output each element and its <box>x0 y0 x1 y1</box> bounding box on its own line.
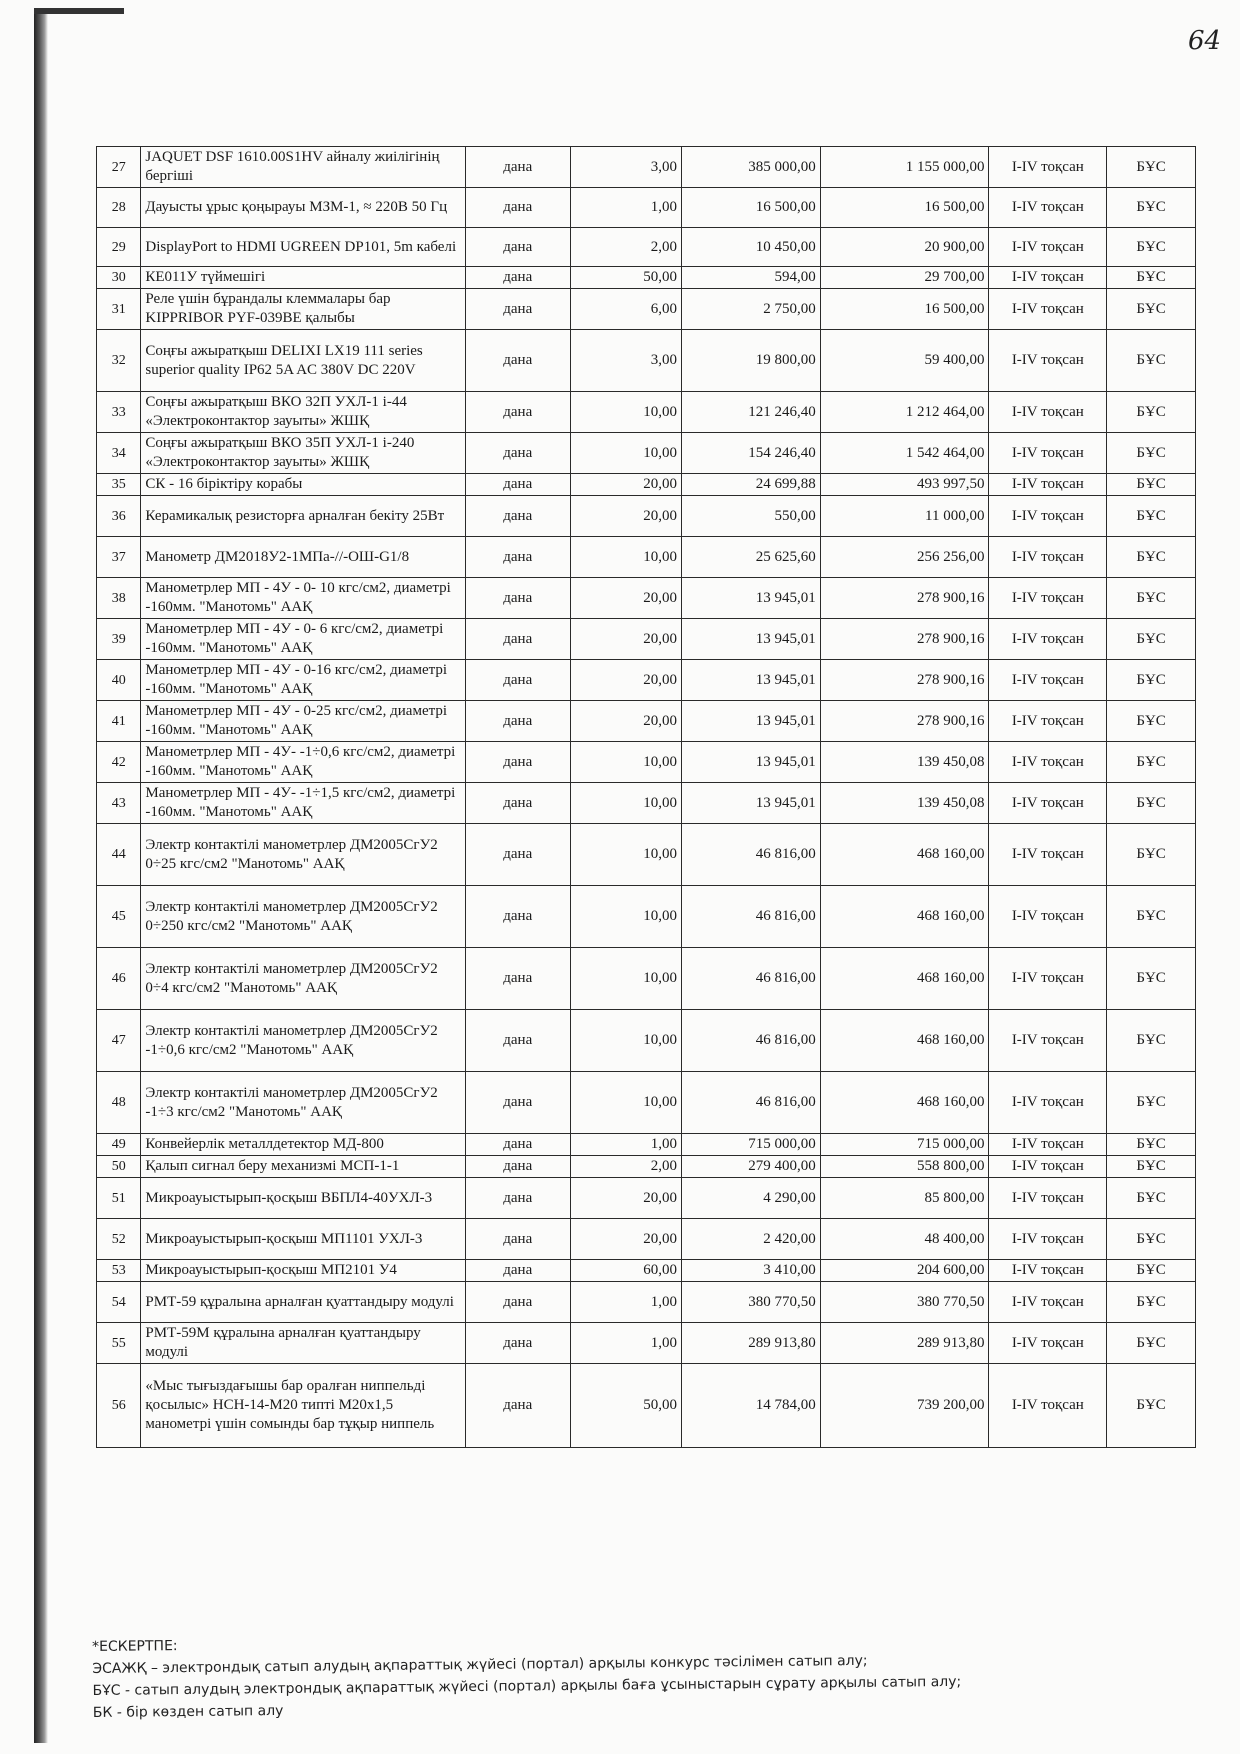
procurement-method-cell: БҰС <box>1107 1219 1196 1260</box>
unit-of-measure-cell: дана <box>465 228 570 267</box>
scan-corner-mark <box>34 8 124 14</box>
row-number-cell: 39 <box>97 619 141 660</box>
table-row <box>97 1260 1196 1282</box>
table-row <box>97 330 1196 392</box>
total-amount-cell: 1 155 000,00 <box>820 147 989 188</box>
item-name-cell: КЕ011У түймешігі <box>141 267 465 289</box>
procurement-method-cell: БҰС <box>1107 267 1196 289</box>
item-name-cell: Конвейерлік металлдетектор МД-800 <box>141 1134 465 1156</box>
unit-of-measure-cell: дана <box>465 886 570 948</box>
row-number-cell: 31 <box>97 289 141 330</box>
row-number-cell: 34 <box>97 433 141 474</box>
delivery-period-cell: I-IV тоқсан <box>989 619 1107 660</box>
total-amount-cell: 59 400,00 <box>820 330 989 392</box>
table-row <box>97 660 1196 701</box>
notes-title: *ЕСКЕРТПЕ: <box>92 1638 178 1655</box>
item-name-cell: Электр контактілі манометрлер ДМ2005СгУ2 0÷250 кгс/см2 "Манотомь" ААҚ <box>141 886 465 948</box>
procurement-method-cell: БҰС <box>1107 537 1196 578</box>
row-number-cell: 47 <box>97 1010 141 1072</box>
item-name-cell: Керамикалық резисторға арналған бекіту 25Вт <box>141 496 465 537</box>
delivery-period-cell: I-IV тоқсан <box>989 1323 1107 1364</box>
quantity-cell: 50,00 <box>570 267 681 289</box>
delivery-period-cell: I-IV тоқсан <box>989 1156 1107 1178</box>
table-row <box>97 496 1196 537</box>
item-name-cell: Микроауыстырып-қосқыш ВБПЛ4-40УХЛ-3 <box>141 1178 465 1219</box>
quantity-cell: 10,00 <box>570 537 681 578</box>
quantity-cell: 10,00 <box>570 1010 681 1072</box>
procurement-method-cell: БҰС <box>1107 660 1196 701</box>
quantity-cell: 1,00 <box>570 1134 681 1156</box>
delivery-period-cell: I-IV тоқсан <box>989 289 1107 330</box>
unit-price-cell: 46 816,00 <box>681 948 820 1010</box>
unit-price-cell: 24 699,88 <box>681 474 820 496</box>
item-name-cell: Манометрлер МП - 4У- -1÷1,5 кгс/см2, диаметрі -160мм. "Манотомь" ААҚ <box>141 783 465 824</box>
unit-price-cell: 46 816,00 <box>681 1072 820 1134</box>
total-amount-cell: 715 000,00 <box>820 1134 989 1156</box>
table-row <box>97 701 1196 742</box>
procurement-method-cell: БҰС <box>1107 1282 1196 1323</box>
table-row <box>97 742 1196 783</box>
unit-of-measure-cell: дана <box>465 1072 570 1134</box>
row-number-cell: 40 <box>97 660 141 701</box>
table-row <box>97 1178 1196 1219</box>
delivery-period-cell: I-IV тоқсан <box>989 147 1107 188</box>
delivery-period-cell: I-IV тоқсан <box>989 742 1107 783</box>
total-amount-cell: 139 450,08 <box>820 783 989 824</box>
quantity-cell: 10,00 <box>570 948 681 1010</box>
quantity-cell: 1,00 <box>570 1323 681 1364</box>
delivery-period-cell: I-IV тоқсан <box>989 948 1107 1010</box>
delivery-period-cell: I-IV тоқсан <box>989 1260 1107 1282</box>
procurement-method-cell: БҰС <box>1107 619 1196 660</box>
delivery-period-cell: I-IV тоқсан <box>989 660 1107 701</box>
delivery-period-cell: I-IV тоқсан <box>989 330 1107 392</box>
unit-price-cell: 594,00 <box>681 267 820 289</box>
unit-of-measure-cell: дана <box>465 267 570 289</box>
row-number-cell: 28 <box>97 188 141 228</box>
total-amount-cell: 468 160,00 <box>820 886 989 948</box>
quantity-cell: 10,00 <box>570 783 681 824</box>
unit-of-measure-cell: дана <box>465 948 570 1010</box>
row-number-cell: 45 <box>97 886 141 948</box>
quantity-cell: 20,00 <box>570 474 681 496</box>
unit-price-cell: 16 500,00 <box>681 188 820 228</box>
procurement-method-cell: БҰС <box>1107 783 1196 824</box>
unit-of-measure-cell: дана <box>465 392 570 433</box>
unit-price-cell: 10 450,00 <box>681 228 820 267</box>
delivery-period-cell: I-IV тоқсан <box>989 228 1107 267</box>
unit-of-measure-cell: дана <box>465 147 570 188</box>
table-row <box>97 1219 1196 1260</box>
item-name-cell: Электр контактілі манометрлер ДМ2005СгУ2 -1÷0,6 кгс/см2 "Манотомь" ААҚ <box>141 1010 465 1072</box>
delivery-period-cell: I-IV тоқсан <box>989 474 1107 496</box>
unit-price-cell: 2 750,00 <box>681 289 820 330</box>
quantity-cell: 10,00 <box>570 1072 681 1134</box>
row-number-cell: 32 <box>97 330 141 392</box>
procurement-method-cell: БҰС <box>1107 1364 1196 1448</box>
unit-price-cell: 2 420,00 <box>681 1219 820 1260</box>
table-row <box>97 578 1196 619</box>
note-line: БҰС - сатып алудың электрондық ақпараттық жүйесі (портал) арқылы баға ұсыныстарын сұрату арқылы сатып алу; <box>92 1673 962 1699</box>
quantity-cell: 20,00 <box>570 496 681 537</box>
item-name-cell: Манометрлер МП - 4У- -1÷0,6 кгс/см2, диаметрі -160мм. "Манотомь" ААҚ <box>141 742 465 783</box>
table-row <box>97 188 1196 228</box>
procurement-method-cell: БҰС <box>1107 701 1196 742</box>
total-amount-cell: 468 160,00 <box>820 824 989 886</box>
unit-of-measure-cell: дана <box>465 824 570 886</box>
total-amount-cell: 1 542 464,00 <box>820 433 989 474</box>
unit-price-cell: 19 800,00 <box>681 330 820 392</box>
notes-block <box>92 1624 1193 1724</box>
item-name-cell: Қалып сигнал беру механизмі МСП-1-1 <box>141 1156 465 1178</box>
row-number-cell: 33 <box>97 392 141 433</box>
total-amount-cell: 558 800,00 <box>820 1156 989 1178</box>
row-number-cell: 46 <box>97 948 141 1010</box>
table-row <box>97 433 1196 474</box>
total-amount-cell: 16 500,00 <box>820 188 989 228</box>
total-amount-cell: 468 160,00 <box>820 948 989 1010</box>
row-number-cell: 53 <box>97 1260 141 1282</box>
total-amount-cell: 48 400,00 <box>820 1219 989 1260</box>
quantity-cell: 20,00 <box>570 660 681 701</box>
delivery-period-cell: I-IV тоқсан <box>989 1072 1107 1134</box>
procurement-method-cell: БҰС <box>1107 1010 1196 1072</box>
row-number-cell: 30 <box>97 267 141 289</box>
table-row <box>97 824 1196 886</box>
item-name-cell: Микроауыстырып-қосқыш МП1101 УХЛ-3 <box>141 1219 465 1260</box>
unit-of-measure-cell: дана <box>465 188 570 228</box>
table-row <box>97 783 1196 824</box>
item-name-cell: Электр контактілі манометрлер ДМ2005СгУ2 0÷25 кгс/см2 "Манотомь" ААҚ <box>141 824 465 886</box>
row-number-cell: 44 <box>97 824 141 886</box>
row-number-cell: 51 <box>97 1178 141 1219</box>
row-number-cell: 54 <box>97 1282 141 1323</box>
unit-of-measure-cell: дана <box>465 1323 570 1364</box>
item-name-cell: СК - 16 біріктіру корабы <box>141 474 465 496</box>
procurement-method-cell: БҰС <box>1107 392 1196 433</box>
row-number-cell: 35 <box>97 474 141 496</box>
item-name-cell: Дауысты ұрыс қоңырауы МЗМ-1, ≈ 220В 50 Гц <box>141 188 465 228</box>
delivery-period-cell: I-IV тоқсан <box>989 578 1107 619</box>
unit-price-cell: 550,00 <box>681 496 820 537</box>
note-line: БК - бір көзден сатып алу <box>92 1703 284 1721</box>
unit-of-measure-cell: дана <box>465 701 570 742</box>
delivery-period-cell: I-IV тоқсан <box>989 1134 1107 1156</box>
procurement-method-cell: БҰС <box>1107 228 1196 267</box>
procurement-method-cell: БҰС <box>1107 289 1196 330</box>
total-amount-cell: 380 770,50 <box>820 1282 989 1323</box>
unit-of-measure-cell: дана <box>465 433 570 474</box>
table-row <box>97 228 1196 267</box>
table-row <box>97 474 1196 496</box>
row-number-cell: 55 <box>97 1323 141 1364</box>
unit-of-measure-cell: дана <box>465 1260 570 1282</box>
total-amount-cell: 204 600,00 <box>820 1260 989 1282</box>
item-name-cell: Манометрлер МП - 4У - 0-25 кгс/см2, диаметрі -160мм. "Манотомь" ААҚ <box>141 701 465 742</box>
unit-price-cell: 385 000,00 <box>681 147 820 188</box>
item-name-cell: Манометрлер МП - 4У - 0-16 кгс/см2, диаметрі -160мм. "Манотомь" ААҚ <box>141 660 465 701</box>
procurement-method-cell: БҰС <box>1107 496 1196 537</box>
procurement-method-cell: БҰС <box>1107 1156 1196 1178</box>
unit-of-measure-cell: дана <box>465 1364 570 1448</box>
table-row <box>97 1323 1196 1364</box>
quantity-cell: 20,00 <box>570 619 681 660</box>
item-name-cell: Микроауыстырып-қосқыш МП2101 У4 <box>141 1260 465 1282</box>
delivery-period-cell: I-IV тоқсан <box>989 433 1107 474</box>
item-name-cell: Манометрлер МП - 4У - 0- 6 кгс/см2, диаметрі -160мм. "Манотомь" ААҚ <box>141 619 465 660</box>
row-number-cell: 49 <box>97 1134 141 1156</box>
delivery-period-cell: I-IV тоқсан <box>989 824 1107 886</box>
row-number-cell: 41 <box>97 701 141 742</box>
quantity-cell: 60,00 <box>570 1260 681 1282</box>
unit-price-cell: 121 246,40 <box>681 392 820 433</box>
unit-price-cell: 715 000,00 <box>681 1134 820 1156</box>
total-amount-cell: 289 913,80 <box>820 1323 989 1364</box>
item-name-cell: Соңғы ажыратқыш DELIXI LX19 111 series superior quality IP62 5A AC 380V DC 220V <box>141 330 465 392</box>
total-amount-cell: 11 000,00 <box>820 496 989 537</box>
quantity-cell: 10,00 <box>570 742 681 783</box>
unit-price-cell: 13 945,01 <box>681 742 820 783</box>
unit-of-measure-cell: дана <box>465 1010 570 1072</box>
delivery-period-cell: I-IV тоқсан <box>989 537 1107 578</box>
procurement-table <box>96 146 1196 1448</box>
procurement-method-cell: БҰС <box>1107 886 1196 948</box>
delivery-period-cell: I-IV тоқсан <box>989 886 1107 948</box>
procurement-method-cell: БҰС <box>1107 474 1196 496</box>
delivery-period-cell: I-IV тоқсан <box>989 188 1107 228</box>
row-number-cell: 48 <box>97 1072 141 1134</box>
quantity-cell: 20,00 <box>570 1219 681 1260</box>
item-name-cell: Манометр ДМ2018У2-1МПа-//-ОШ-G1/8 <box>141 537 465 578</box>
total-amount-cell: 1 212 464,00 <box>820 392 989 433</box>
procurement-method-cell: БҰС <box>1107 824 1196 886</box>
unit-of-measure-cell: дана <box>465 474 570 496</box>
procurement-method-cell: БҰС <box>1107 1323 1196 1364</box>
procurement-method-cell: БҰС <box>1107 742 1196 783</box>
total-amount-cell: 278 900,16 <box>820 619 989 660</box>
unit-of-measure-cell: дана <box>465 1156 570 1178</box>
item-name-cell: Электр контактілі манометрлер ДМ2005СгУ2 -1÷3 кгс/см2 "Манотомь" ААҚ <box>141 1072 465 1134</box>
row-number-cell: 29 <box>97 228 141 267</box>
unit-price-cell: 13 945,01 <box>681 578 820 619</box>
procurement-method-cell: БҰС <box>1107 188 1196 228</box>
unit-of-measure-cell: дана <box>465 578 570 619</box>
unit-price-cell: 13 945,01 <box>681 701 820 742</box>
quantity-cell: 10,00 <box>570 824 681 886</box>
unit-of-measure-cell: дана <box>465 537 570 578</box>
row-number-cell: 42 <box>97 742 141 783</box>
unit-price-cell: 13 945,01 <box>681 619 820 660</box>
procurement-method-cell: БҰС <box>1107 1178 1196 1219</box>
note-line: ЭСАЖҚ – электрондық сатып алудың ақпараттық жүйесі (портал) арқылы конкурс тәсілімен сатып алу; <box>92 1652 868 1677</box>
row-number-cell: 43 <box>97 783 141 824</box>
table-row <box>97 267 1196 289</box>
total-amount-cell: 139 450,08 <box>820 742 989 783</box>
total-amount-cell: 85 800,00 <box>820 1178 989 1219</box>
unit-price-cell: 46 816,00 <box>681 824 820 886</box>
unit-of-measure-cell: дана <box>465 330 570 392</box>
delivery-period-cell: I-IV тоқсан <box>989 783 1107 824</box>
quantity-cell: 3,00 <box>570 147 681 188</box>
procurement-method-cell: БҰС <box>1107 578 1196 619</box>
item-name-cell: РМТ-59 құралына арналған қуаттандыру модулі <box>141 1282 465 1323</box>
unit-price-cell: 279 400,00 <box>681 1156 820 1178</box>
item-name-cell: Соңғы ажыратқыш ВКО 35П УХЛ-1 і-240 «Электроконтактор зауыты» ЖШҚ <box>141 433 465 474</box>
procurement-method-cell: БҰС <box>1107 1134 1196 1156</box>
table-row <box>97 1134 1196 1156</box>
unit-price-cell: 46 816,00 <box>681 1010 820 1072</box>
table-row <box>97 1010 1196 1072</box>
quantity-cell: 6,00 <box>570 289 681 330</box>
delivery-period-cell: I-IV тоқсан <box>989 701 1107 742</box>
table-row <box>97 392 1196 433</box>
unit-price-cell: 289 913,80 <box>681 1323 820 1364</box>
unit-price-cell: 46 816,00 <box>681 886 820 948</box>
unit-of-measure-cell: дана <box>465 1134 570 1156</box>
quantity-cell: 1,00 <box>570 1282 681 1323</box>
unit-of-measure-cell: дана <box>465 1178 570 1219</box>
delivery-period-cell: I-IV тоқсан <box>989 1364 1107 1448</box>
row-number-cell: 36 <box>97 496 141 537</box>
quantity-cell: 1,00 <box>570 188 681 228</box>
delivery-period-cell: I-IV тоқсан <box>989 1282 1107 1323</box>
total-amount-cell: 278 900,16 <box>820 578 989 619</box>
unit-price-cell: 3 410,00 <box>681 1260 820 1282</box>
quantity-cell: 10,00 <box>570 886 681 948</box>
unit-of-measure-cell: дана <box>465 783 570 824</box>
table-row <box>97 1364 1196 1448</box>
unit-of-measure-cell: дана <box>465 660 570 701</box>
item-name-cell: DisplayPort to HDMI UGREEN DP101, 5m кабелі <box>141 228 465 267</box>
procurement-method-cell: БҰС <box>1107 147 1196 188</box>
delivery-period-cell: I-IV тоқсан <box>989 1010 1107 1072</box>
unit-price-cell: 154 246,40 <box>681 433 820 474</box>
total-amount-cell: 29 700,00 <box>820 267 989 289</box>
total-amount-cell: 256 256,00 <box>820 537 989 578</box>
quantity-cell: 10,00 <box>570 392 681 433</box>
unit-of-measure-cell: дана <box>465 289 570 330</box>
total-amount-cell: 16 500,00 <box>820 289 989 330</box>
delivery-period-cell: I-IV тоқсан <box>989 267 1107 289</box>
total-amount-cell: 468 160,00 <box>820 1010 989 1072</box>
unit-price-cell: 14 784,00 <box>681 1364 820 1448</box>
table-row <box>97 886 1196 948</box>
scan-edge-shadow <box>34 8 48 1743</box>
item-name-cell: Манометрлер МП - 4У - 0- 10 кгс/см2, диаметрі -160мм. "Манотомь" ААҚ <box>141 578 465 619</box>
delivery-period-cell: I-IV тоқсан <box>989 496 1107 537</box>
quantity-cell: 20,00 <box>570 701 681 742</box>
row-number-cell: 52 <box>97 1219 141 1260</box>
item-name-cell: JAQUET DSF 1610.00S1HV айналу жиілігінің бергіші <box>141 147 465 188</box>
quantity-cell: 50,00 <box>570 1364 681 1448</box>
total-amount-cell: 468 160,00 <box>820 1072 989 1134</box>
table-row <box>97 948 1196 1010</box>
procurement-method-cell: БҰС <box>1107 330 1196 392</box>
unit-price-cell: 25 625,60 <box>681 537 820 578</box>
unit-price-cell: 13 945,01 <box>681 660 820 701</box>
item-name-cell: РМТ-59М құралына арналған қуаттандыру модулі <box>141 1323 465 1364</box>
quantity-cell: 20,00 <box>570 1178 681 1219</box>
quantity-cell: 10,00 <box>570 433 681 474</box>
total-amount-cell: 278 900,16 <box>820 701 989 742</box>
unit-of-measure-cell: дана <box>465 742 570 783</box>
row-number-cell: 38 <box>97 578 141 619</box>
procurement-method-cell: БҰС <box>1107 1072 1196 1134</box>
table-row <box>97 619 1196 660</box>
delivery-period-cell: I-IV тоқсан <box>989 1178 1107 1219</box>
procurement-method-cell: БҰС <box>1107 433 1196 474</box>
page-number: 64 <box>1188 26 1222 56</box>
unit-of-measure-cell: дана <box>465 1282 570 1323</box>
procurement-method-cell: БҰС <box>1107 1260 1196 1282</box>
quantity-cell: 20,00 <box>570 578 681 619</box>
item-name-cell: Реле үшін бұрандалы клеммалары бар KIPPRIBOR PYF-039BE қалыбы <box>141 289 465 330</box>
procurement-method-cell: БҰС <box>1107 948 1196 1010</box>
item-name-cell: Электр контактілі манометрлер ДМ2005СгУ2 0÷4 кгс/см2 "Манотомь" ААҚ <box>141 948 465 1010</box>
row-number-cell: 37 <box>97 537 141 578</box>
total-amount-cell: 20 900,00 <box>820 228 989 267</box>
row-number-cell: 27 <box>97 147 141 188</box>
table-row <box>97 1156 1196 1178</box>
table-row <box>97 147 1196 188</box>
row-number-cell: 56 <box>97 1364 141 1448</box>
table-row <box>97 1072 1196 1134</box>
row-number-cell: 50 <box>97 1156 141 1178</box>
unit-price-cell: 380 770,50 <box>681 1282 820 1323</box>
delivery-period-cell: I-IV тоқсан <box>989 392 1107 433</box>
quantity-cell: 3,00 <box>570 330 681 392</box>
unit-price-cell: 4 290,00 <box>681 1178 820 1219</box>
unit-price-cell: 13 945,01 <box>681 783 820 824</box>
total-amount-cell: 278 900,16 <box>820 660 989 701</box>
table-row <box>97 1282 1196 1323</box>
table-row <box>97 289 1196 330</box>
delivery-period-cell: I-IV тоқсан <box>989 1219 1107 1260</box>
unit-of-measure-cell: дана <box>465 619 570 660</box>
item-name-cell: «Мыс тығыздағышы бар оралған ниппельді қосылыс» НСН-14-М20 типті М20х1,5 манометрі үшін сомынды бар тұқыр ниппель <box>141 1364 465 1448</box>
unit-of-measure-cell: дана <box>465 1219 570 1260</box>
quantity-cell: 2,00 <box>570 228 681 267</box>
total-amount-cell: 493 997,50 <box>820 474 989 496</box>
total-amount-cell: 739 200,00 <box>820 1364 989 1448</box>
item-name-cell: Соңғы ажыратқыш ВКО 32П УХЛ-1 і-44 «Электроконтактор зауыты» ЖШҚ <box>141 392 465 433</box>
quantity-cell: 2,00 <box>570 1156 681 1178</box>
unit-of-measure-cell: дана <box>465 496 570 537</box>
table-row <box>97 537 1196 578</box>
